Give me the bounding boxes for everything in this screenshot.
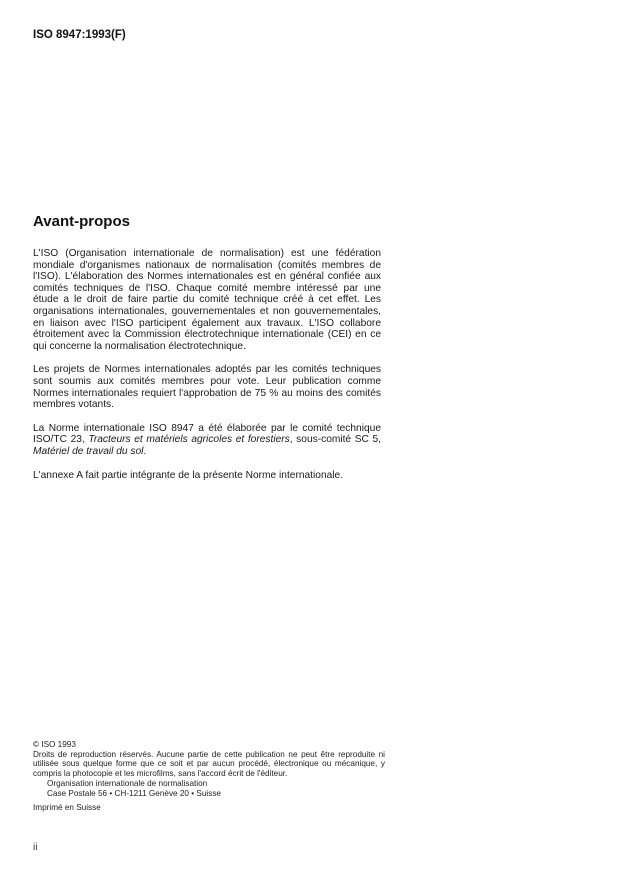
copyright-line: © ISO 1993 xyxy=(33,740,76,749)
committee-text-suffix: . xyxy=(143,445,147,457)
committee-title: Tracteurs et matériels agricoles et forestiers xyxy=(88,434,290,446)
publisher-address: Case Postale 56 • CH-1211 Genève 20 • Suisse xyxy=(47,788,221,798)
committee-text-middle: , sous-comité SC 5, xyxy=(289,434,381,446)
subcommittee-title: Matériel de travail du sol xyxy=(33,445,144,457)
copyright-footer xyxy=(33,740,385,812)
committee-text-prefix: La Norme internationale ISO 8947 a été élaborée par le comité technique ISO/TC 23, xyxy=(33,422,381,446)
document-code: ISO 8947:1993(F) xyxy=(33,29,126,41)
section-title: Avant-propos xyxy=(33,213,130,230)
paragraph-committee xyxy=(33,423,381,458)
publisher-block xyxy=(47,779,385,798)
paragraph-iso-description: L'ISO (Organisation internationale de normalisation) est une fédération mondiale d'organismes nationaux de normalisation (comités membres de l'ISO). L'élaboration des Normes internationales est en général confiée aux comités techniques de l'ISO. Chaque comité membre intéressé par une étude a le droit de faire partie du comité technique créé à cet effet. Les organisations internationales, gouvernementales et non gouvernementales, en liaison avec l'ISO participent également aux travaux. L'ISO collabore étroitement avec la Commission électrotechnique internationale (CEI) en ce qui concerne la normalisation électrotechnique. xyxy=(33,248,381,352)
rights-notice: Droits de reproduction réservés. Aucune partie de cette publication ne peut être reproduite ni utilisée sous quelque forme que ce soit et par aucun procédé, électronique ou mécanique, y compris la photocopie et les microfilms, sans l'accord écrit de l'éditeur. xyxy=(33,749,385,778)
publisher-name: Organisation internationale de normalisation xyxy=(47,779,208,789)
foreword-body xyxy=(33,248,381,493)
page-number: ii xyxy=(33,842,38,853)
paragraph-annex: L'annexe A fait partie intégrante de la présente Norme internationale. xyxy=(33,469,344,481)
paragraph-voting: Les projets de Normes internationales adoptés par les comités techniques sont soumis aux comités membres pour vote. Leur publication comme Normes internationales requiert l'approbation de 75 % au moins des comités membres votants. xyxy=(33,364,381,411)
printed-in: Imprimé en Suisse xyxy=(33,802,101,812)
